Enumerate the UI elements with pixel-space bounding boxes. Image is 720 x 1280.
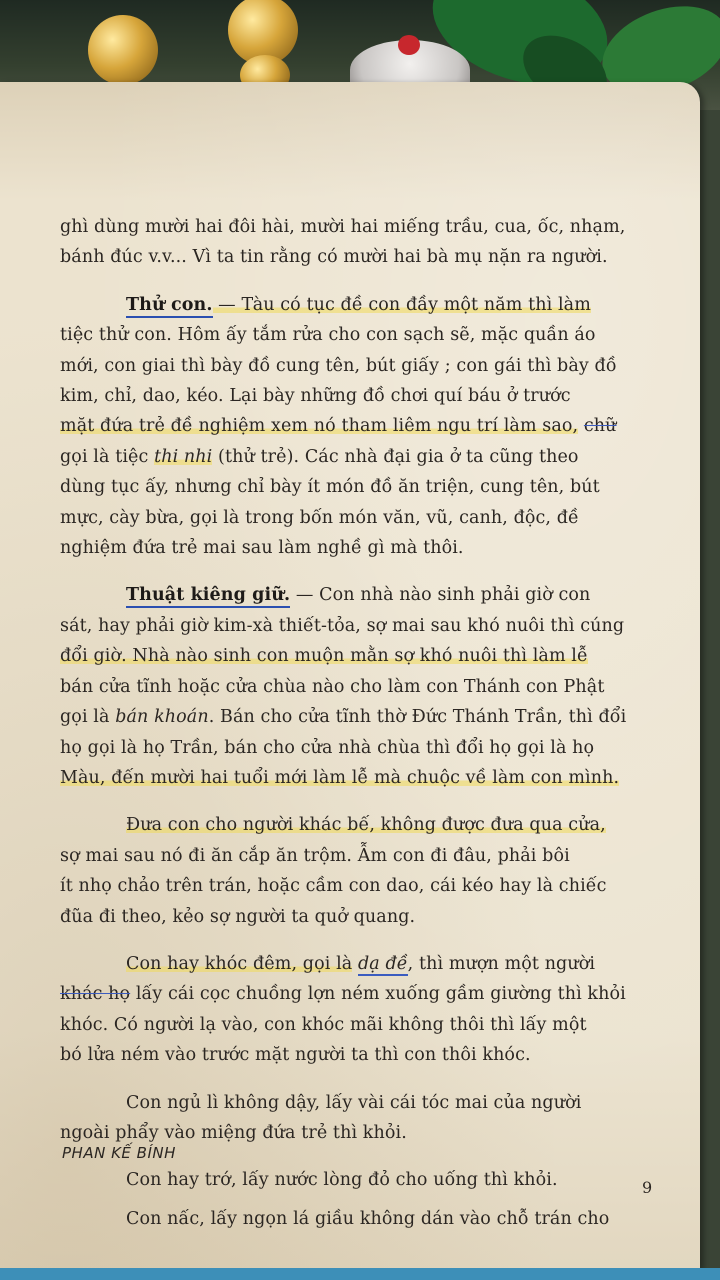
text-line: mực, cày bừa, gọi là trong bốn món văn, vũ, canh, độc, đề	[60, 507, 579, 528]
text-line: ghì dùng mười hai đôi hài, mười hai miếng trầu, cua, ốc, nhạm,	[60, 217, 626, 237]
text-line: mặt đứa trẻ đề nghiệm xem nó tham liêm ngu trí làm sao,	[60, 416, 579, 437]
author-footer: PHAN KẾ BÍNH	[62, 1144, 176, 1162]
paragraph	[60, 1165, 672, 1195]
section-title: Thử con.	[126, 295, 213, 318]
text-line: dùng tục ấy, nhưng chỉ bày ít món đồ ăn triện, cung tên, bút	[60, 477, 600, 498]
paragraph	[60, 212, 672, 273]
paragraph	[60, 290, 672, 564]
text-line: nghiệm đứa trẻ mai sau làm nghề gì mà thôi.	[60, 538, 464, 559]
text-line: kim, chỉ, dao, kéo. Lại bày những đồ chơi quí báu ở trước	[60, 386, 571, 407]
text-line: tiệc thử con. Hôm ấy tắm rửa cho con sạch sẽ, mặc quần áo	[60, 325, 596, 346]
italic-term: dạ đề	[357, 953, 408, 974]
text-line: mới, con giai thì bày đồ cung tên, bút giấy ; con gái thì bày đồ	[60, 355, 617, 376]
paragraph	[60, 810, 672, 932]
struck-word: khác họ	[60, 984, 131, 1005]
text-line: gọi là tiệc	[60, 446, 149, 467]
gold-ornament	[88, 15, 158, 85]
text-line: đổi giờ. Nhà nào sinh con muộn mằn sợ khó nuôi thì làm lễ	[60, 646, 588, 667]
text-line: họ gọi là họ Trần, bán cho cửa nhà chùa thì đổi họ gọi là họ	[60, 737, 595, 758]
text-line: (thử trẻ). Các nhà đại gia ở ta cũng theo	[218, 446, 579, 467]
table-edge	[0, 1268, 720, 1280]
text-line: Con hay khóc đêm, gọi là	[126, 953, 353, 974]
page-number: 9	[642, 1178, 653, 1197]
struck-word: chữ	[583, 416, 617, 437]
text-line: Con hay trớ, lấy nước lòng đỏ cho uống thì khỏi.	[126, 1170, 558, 1191]
paragraph	[60, 1088, 672, 1149]
text-line: khóc. Có người lạ vào, con khóc mãi không thôi thì lấy một	[60, 1014, 587, 1035]
text-line: sợ mai sau nó đi ăn cắp ăn trộm. Ẫm con đi đâu, phải bôi	[60, 845, 570, 866]
text-line: ngoài phẩy vào miệng đứa trẻ thì khỏi.	[60, 1122, 407, 1143]
text-line: Con nấc, lấy ngọn lá giầu không dán vào chỗ trán cho	[126, 1208, 610, 1229]
text-line: Màu, đến mười hai tuổi mới làm lễ mà chuộc về làm con mình.	[60, 767, 620, 788]
text-line: sát, hay phải giờ kim-xà thiết-tỏa, sợ mai sau khó nuôi thì cúng	[60, 615, 625, 636]
italic-term: bán khoán	[115, 707, 209, 728]
text-line: bó lửa ném vào trước mặt người ta thì con thôi khóc.	[60, 1045, 531, 1066]
text-line: lấy cái cọc chuồng lợn ném xuống gầm giường thì khỏi	[135, 984, 626, 1005]
text-line: , thì mượn một người	[407, 953, 596, 974]
page-text	[60, 212, 672, 1234]
text-line: bán cửa tĩnh hoặc cửa chùa nào cho làm con Thánh con Phật	[60, 676, 605, 697]
section-title: Thuật kiêng giữ.	[126, 585, 290, 608]
paragraph	[60, 580, 672, 793]
text-line: đũa đi theo, kẻo sợ người ta quở quang.	[60, 906, 416, 927]
text-line: — Tàu có tục đề con đầy một năm thì làm	[212, 294, 591, 315]
text-line: gọi là	[60, 707, 110, 728]
figurine-accent	[398, 35, 420, 55]
text-line: Con ngủ lì không dậy, lấy vài cái tóc mai của người	[126, 1092, 582, 1113]
paragraph	[60, 949, 672, 1071]
paragraph	[60, 1204, 672, 1234]
text-line: Đưa con cho người khác bế, không được đưa qua cửa,	[126, 815, 606, 836]
book-page	[0, 82, 700, 1268]
italic-term: thi nhi	[154, 446, 213, 467]
text-line: ít nhọ chảo trên trán, hoặc cầm con dao, cái kéo hay là chiếc	[60, 876, 607, 897]
text-line: — Con nhà nào sinh phải giờ con	[290, 585, 591, 606]
text-line: bánh đúc v.v... Vì ta tin rằng có mười hai bà mụ nặn ra người.	[60, 247, 608, 268]
text-line: . Bán cho cửa tĩnh thờ Đức Thánh Trần, thì đổi	[208, 707, 627, 728]
